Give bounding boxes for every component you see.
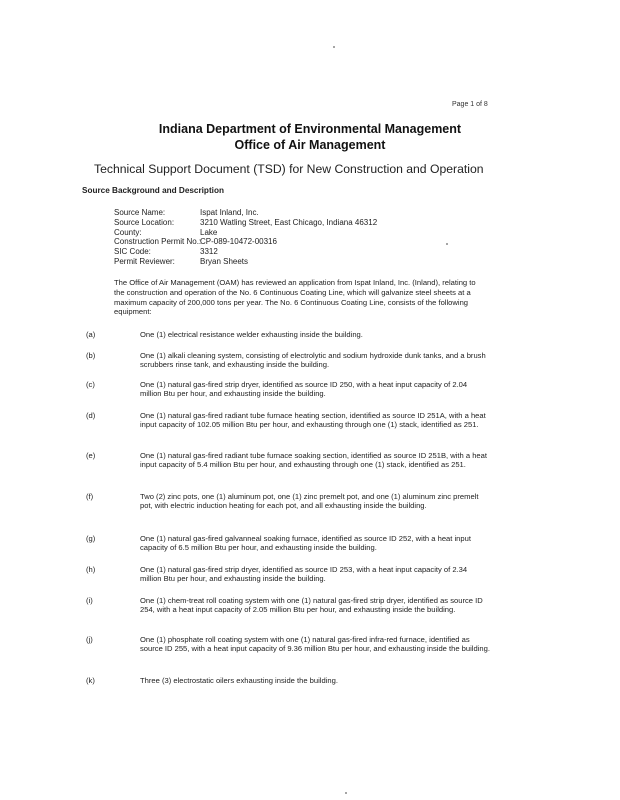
- info-label: County:: [114, 227, 142, 237]
- info-label: Construction Permit No.:: [114, 237, 202, 247]
- info-label: Permit Reviewer:: [114, 256, 175, 266]
- info-label: Source Name:: [114, 208, 166, 217]
- item-text: One (1) natural gas-fired radiant tube furnace heating section, identified as source ID 251A, with a heat input capacity of 102.05 million Btu per hour, and exhausting through one (1) stack, identified as 251.: [140, 411, 486, 430]
- item-label: (g): [86, 534, 96, 543]
- scan-speck: [446, 243, 448, 245]
- source-info-row: [114, 218, 377, 228]
- source-info-table: [114, 208, 377, 267]
- intro-paragraph: The Office of Air Management (OAM) has reviewed an application from Ispat Inland, Inc. (Inland), relating to the construction and operation of the No. 6 Continuous Coating Line, which will galvanize steel sheets at a maximum capacity of 200,000 tons per year. The No. 6 Continuous Coating Line, consists of the following equipment:: [114, 278, 476, 317]
- office-heading: Office of Air Management: [234, 138, 386, 152]
- item-label: (j): [86, 635, 93, 644]
- item-text: Two (2) zinc pots, one (1) aluminum pot, one (1) zinc premelt pot, and one (1) aluminum zinc premelt pot, with electric induction heating for each pot, and all exhausting inside the building.: [140, 492, 479, 511]
- item-label: (f): [86, 492, 94, 501]
- item-text: One (1) chem-treat roll coating system with one (1) natural gas-fired strip dryer, identified as source ID 254, with a heat input capacity of 2.05 million Btu per hour, and exhausting inside the building.: [140, 596, 483, 615]
- info-value: Bryan Sheets: [200, 256, 249, 266]
- source-info-row: [114, 228, 377, 238]
- info-value: Ispat Inland, Inc.: [200, 208, 259, 217]
- item-label: (e): [86, 451, 96, 460]
- scan-speck: [333, 46, 335, 48]
- agency-heading: Indiana Department of Environmental Management: [158, 122, 462, 136]
- source-info-row: [114, 237, 377, 247]
- source-info-row: [114, 247, 377, 257]
- page-number: Page 1 of 8: [452, 101, 488, 108]
- item-text: One (1) alkali cleaning system, consisting of electrolytic and sodium hydroxide dunk tanks, and a brush scrubbers rinse tank, and exhausting inside the building.: [140, 351, 486, 370]
- item-label: (d): [86, 411, 96, 420]
- item-text: One (1) natural gas-fired radiant tube furnace soaking section, identified as source ID 251B, with a heat input capacity of 5.4 million Btu per hour, and exhausting through one (1) stack, identified as 251.: [140, 451, 487, 470]
- source-info-row: [114, 257, 377, 267]
- item-label: (k): [86, 676, 95, 685]
- info-label: SIC Code:: [114, 247, 151, 257]
- info-value: 3312: [200, 247, 218, 257]
- item-label: (b): [86, 351, 96, 360]
- item-text: One (1) phosphate roll coating system with one (1) natural gas-fired infra-red furnace, identified as source ID 255, with a heat input capacity of 9.36 million Btu per hour, and exhausting inside the building.: [140, 635, 490, 654]
- item-label: (c): [86, 380, 95, 389]
- item-text: One (1) natural gas-fired strip dryer, identified as source ID 253, with a heat input capacity of 2.34 million Btu per hour, and exhausting inside the building.: [140, 565, 468, 584]
- scan-speck: [345, 792, 347, 794]
- section-heading: Source Background and Description: [82, 186, 224, 195]
- item-label: (a): [86, 330, 96, 339]
- item-text: One (1) natural gas-fired galvanneal soaking furnace, identified as source ID 252, with a heat input capacity of 6.5 million Btu per hour, and exhausting inside the building.: [140, 534, 471, 553]
- info-value: 3210 Watling Street, East Chicago, Indiana 46312: [200, 217, 378, 227]
- source-info-row: [114, 208, 377, 218]
- info-label: Source Location:: [114, 217, 175, 227]
- info-value: Lake: [200, 227, 218, 237]
- item-text: One (1) electrical resistance welder exhausting inside the building.: [140, 330, 363, 339]
- info-value: CP-089-10472-00316: [200, 237, 277, 247]
- item-label: (i): [86, 596, 93, 605]
- item-text: One (1) natural gas-fired strip dryer, identified as source ID 250, with a heat input capacity of 2.04 million Btu per hour, and exhausting inside the building.: [140, 380, 468, 399]
- document-title: Technical Support Document (TSD) for New Construction and Operation: [94, 162, 484, 176]
- item-label: (h): [86, 565, 96, 574]
- item-text: Three (3) electrostatic oilers exhausting inside the building.: [140, 676, 338, 685]
